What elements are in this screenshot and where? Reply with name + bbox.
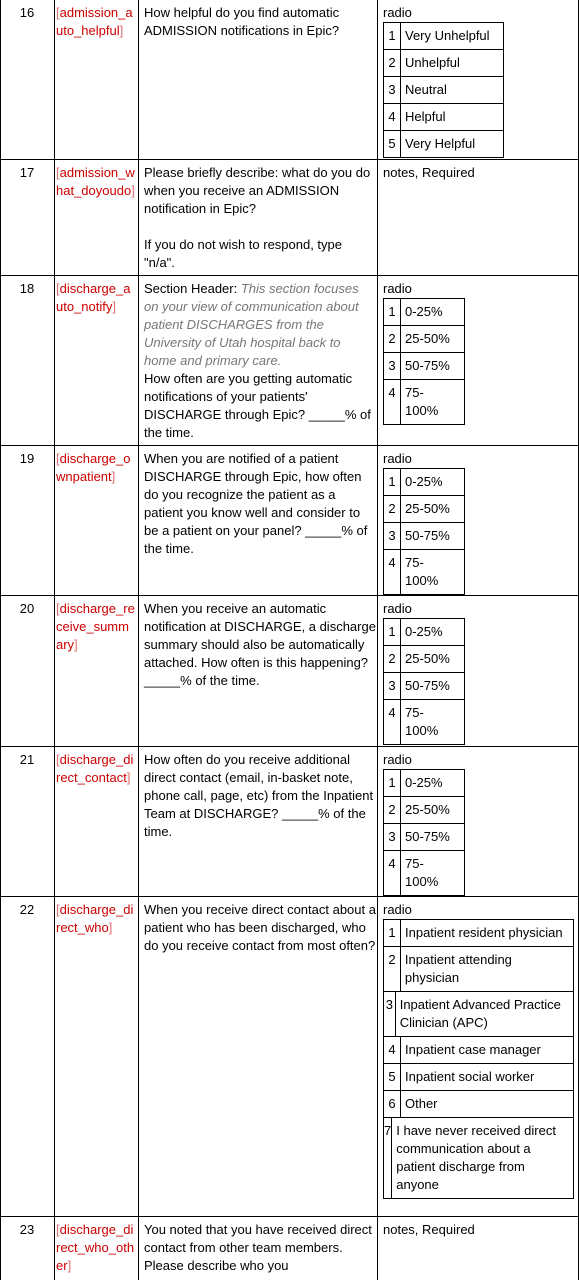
row-number: 19: [19, 451, 35, 466]
choice-option: 2 25-50%: [384, 646, 464, 673]
field-type: radio: [383, 281, 412, 296]
choice-list: [383, 769, 465, 896]
choice-option: 1 0-25%: [384, 619, 464, 646]
choice-list: [383, 468, 465, 595]
table-row: [0, 747, 579, 897]
row-number: 22: [19, 902, 35, 917]
table-row: [0, 0, 579, 160]
field-type: notes, Required: [383, 1222, 475, 1237]
choice-option: 1 0-25%: [384, 299, 464, 326]
choice-option: 5 Inpatient social worker: [384, 1064, 573, 1091]
choice-option: 1 0-25%: [384, 770, 464, 797]
choice-option: 2 Unhelpful: [384, 50, 503, 77]
field-type: radio: [383, 902, 412, 917]
choice-option: 5 Very Helpful: [384, 131, 503, 158]
variable-name: [admission_what_doyoudo]: [56, 165, 135, 198]
variable-name: [discharge_direct_contact]: [56, 752, 134, 785]
choice-option: 2 25-50%: [384, 326, 464, 353]
choice-option: 3 Neutral: [384, 77, 503, 104]
question-text: Please briefly describe: what do you do when you receive an ADMISSION notification in Epic? If you do not wish to respond, type "n/a".: [144, 165, 371, 270]
choice-option: 4 75-100%: [384, 380, 464, 425]
choice-option: 2 Inpatient attending physician: [384, 947, 573, 992]
table-row: [0, 160, 579, 276]
field-type: radio: [383, 451, 412, 466]
choice-list: [383, 298, 465, 425]
row-number: 16: [19, 5, 35, 20]
row-number: 23: [19, 1222, 35, 1237]
choice-option: 4 75-100%: [384, 550, 464, 595]
choice-option: 4 Helpful: [384, 104, 503, 131]
choice-option: 4 75-100%: [384, 700, 464, 745]
field-type: radio: [383, 752, 412, 767]
variable-name: [discharge_direct_who_other]: [56, 1222, 135, 1273]
variable-name: [discharge_receive_summary]: [56, 601, 135, 652]
choice-option: 2 25-50%: [384, 797, 464, 824]
choice-option: 3 50-75%: [384, 523, 464, 550]
choice-option: 3 50-75%: [384, 673, 464, 700]
variable-name: [discharge_direct_who]: [56, 902, 134, 935]
question-text: How often do you receive additional direct contact (email, in-basket note, phone call, page, etc) from the Inpatient Team at DISCHARGE? _____% of the time.: [144, 752, 374, 839]
question-text: Section Header: This section focuses on your view of communication about patient DISCHARGES from the University of Utah hospital back to home and primary care. How often are you getting automatic notifications of your patients' DISCHARGE through Epic? _____% of the time.: [144, 281, 371, 440]
choice-list: [383, 618, 465, 745]
choice-option: 6 Other: [384, 1091, 573, 1118]
question-text: When you are notified of a patient DISCHARGE through Epic, how often do you recognize the patient as a patient you know well and consider to be a patient on your panel? _____% of the time.: [144, 451, 368, 556]
question-text: How helpful do you find automatic ADMISSION notifications in Epic?: [144, 5, 340, 38]
question-text: When you receive an automatic notification at DISCHARGE, a discharge summary should also be automatically attached. How often is this happening? _____% of the time.: [144, 601, 376, 688]
choice-list: [383, 22, 504, 158]
variable-name: [discharge_ownpatient]: [56, 451, 131, 484]
table-row: [0, 897, 579, 1217]
question-text: You noted that you have received direct contact from other team members. Please describe who you: [144, 1222, 372, 1273]
field-type: notes, Required: [383, 165, 475, 180]
table-row: [0, 276, 579, 446]
variable-name: [discharge_auto_notify]: [56, 281, 131, 314]
choice-option: 3 50-75%: [384, 824, 464, 851]
row-number: 18: [19, 281, 35, 296]
choice-option: 1 Inpatient resident physician: [384, 920, 573, 947]
choice-option: 3 50-75%: [384, 353, 464, 380]
choice-option: 2 25-50%: [384, 496, 464, 523]
field-type: radio: [383, 601, 412, 616]
section-header-note: This section focuses on your view of communication about patient DISCHARGES from the University of Utah hospital back to home and primary care.: [144, 281, 359, 368]
choice-list: [383, 919, 574, 1199]
choice-option: 4 75-100%: [384, 851, 464, 896]
row-number: 21: [19, 752, 35, 767]
table-row: [0, 596, 579, 747]
question-text: When you receive direct contact about a patient who has been discharged, who do you receive contact from most often?: [144, 902, 376, 953]
section-header-label: Section Header:: [144, 281, 241, 296]
choice-option: 1 0-25%: [384, 469, 464, 496]
field-type: radio: [383, 5, 412, 20]
table-row: [0, 446, 579, 596]
choice-option: 1 Very Unhelpful: [384, 23, 503, 50]
row-number: 17: [19, 165, 35, 180]
choice-option: 4 Inpatient case manager: [384, 1037, 573, 1064]
variable-name: [admission_auto_helpful]: [56, 5, 133, 38]
table-row: [0, 1217, 579, 1280]
row-number: 20: [19, 601, 35, 616]
choice-option: 3 Inpatient Advanced Practice Clinician (APC): [384, 992, 573, 1037]
choice-option: 7 I have never received direct communication about a patient discharge from anyone: [384, 1118, 573, 1199]
